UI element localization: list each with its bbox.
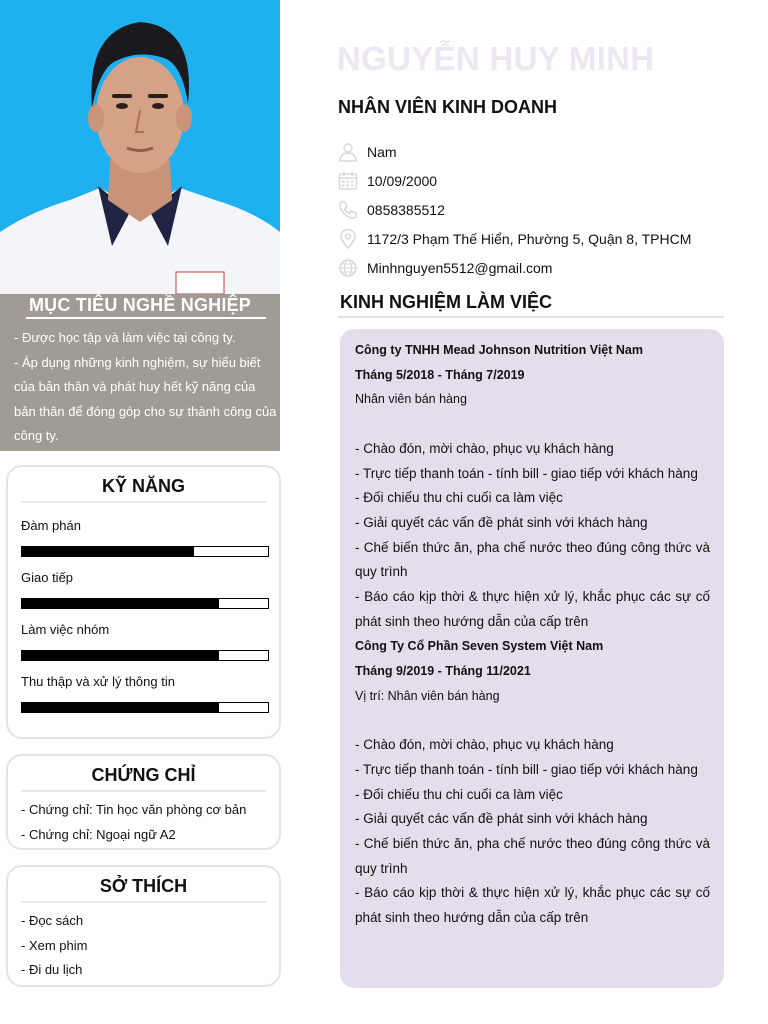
hobbies-title: SỞ THÍCH [99,876,188,896]
job-duty: - Giải quyết các vấn đề phát sinh với khách hàng [355,514,648,530]
profile-photo [0,0,280,294]
skill-label: Đàm phán [21,518,81,533]
skills-divider [21,501,266,503]
calendar-icon [338,171,358,191]
job-entry [355,338,710,634]
objective-divider [26,317,266,319]
job-duty: - Chào đón, mời chào, phục vụ khách hàng [355,737,614,753]
skill-bar [21,598,269,609]
job-duty: - Giải quyết các vấn đề phát sinh với khách hàng [355,811,648,827]
job-period: Tháng 9/2019 - Tháng 11/2021 [355,664,531,679]
hobbies-card [6,865,281,987]
job-title: NHÂN VIÊN KINH DOANH [338,97,558,117]
job-company: Công ty TNHH Mead Johnson Nutrition Việt Nam [355,343,643,357]
hobbies-list [8,903,279,983]
skills-title: KỸ NĂNG [101,476,185,496]
job-duty: - Báo cáo kịp thời & thực hiện xử lý, khắc phục các sự cố phát sinh theo hướng dẫn của cấp trên [355,589,710,629]
contact-email [338,258,552,278]
skill-bar-fill [22,599,219,608]
job-duty: - Trực tiếp thanh toán - tính bill - giao tiếp với khách hàng [355,761,698,777]
job-duty: - Chào đón, mời chào, phục vụ khách hàng [355,440,614,456]
contact-birthday [338,171,437,191]
job-company: Công Ty Cổ Phần Seven System Việt Nam [355,639,604,654]
gender-value: Nam [367,144,397,160]
job-duty: - Đối chiếu thu chi cuối ca làm việc [355,786,563,802]
skill-bar [21,650,269,661]
skill-label: Làm việc nhóm [21,622,110,637]
experience-title: KINH NGHIỆM LÀM VIỆC [340,292,553,312]
job-duty: - Chế biến thức ăn, pha chế nước theo đúng công thức và quy trình [355,539,710,580]
skill-bar [21,546,269,557]
objective-title: MỤC TIÊU NGHỀ NGHIỆP [28,295,251,315]
job-role: Vị trí: Nhân viên bán hàng [355,688,500,703]
candidate-name: NGUYỄN HUY MINH [337,40,655,77]
contact-phone [338,200,445,220]
objective-line: - Áp dụng những kinh nghiệm, sự hiểu biết của bản thân và phát huy hết kỹ năng của bản thân để đóng góp cho sự thành công của công ty. [14,354,277,443]
portrait-image [0,0,280,294]
job-duty: - Đối chiếu thu chi cuối ca làm việc [355,490,563,506]
skills-card [6,465,281,739]
job-role: Nhân viên bán hàng [355,392,467,407]
skill-bar-fill [22,651,219,660]
job-duty: - Trực tiếp thanh toán - tính bill - giao tiếp với khách hàng [355,465,698,481]
certificate-item: - Chứng chỉ: Ngoại ngữ A2 [21,826,176,842]
phone-value: 0858385512 [367,202,445,218]
job-duty: - Chế biến thức ăn, pha chế nước theo đúng công thức và quy trình [355,836,710,876]
hobby-item: - Đọc sách [21,913,84,928]
job-entry [355,634,710,930]
contact-address [338,229,691,249]
skill-bar-fill [22,547,194,556]
certificate-item: - Chứng chỉ: Tin học văn phòng cơ bản [21,802,247,817]
job-period: Tháng 5/2018 - Tháng 7/2019 [355,367,525,382]
location-pin-icon [338,229,358,249]
hobby-item: - Đi du lịch [21,962,83,977]
birthday-value: 10/09/2000 [367,173,438,189]
phone-icon [338,200,358,220]
contact-gender [338,142,397,162]
skill-label: Thu thập và xử lý thông tin [21,674,175,689]
email-value: Minhnguyen5512@gmail.com [367,260,553,276]
skill-bar-fill [22,703,219,712]
globe-icon [338,258,358,278]
address-value: 1172/3 Phạm Thế Hiển, Phường 5, Quận 8, TPHCM [367,231,692,247]
hobby-item: - Xem phim [21,937,88,953]
experience-section [340,329,724,988]
experience-divider [338,316,724,318]
skill-label: Giao tiếp [21,570,74,585]
certificates-title: CHỨNG CHỈ [91,765,196,785]
job-duty: - Báo cáo kịp thời & thực hiện xử lý, khắc phục các sự cố phát sinh theo hướng dẫn của cấp trên [355,885,710,926]
certificates-list [8,792,279,847]
certificates-card [6,754,281,850]
skill-bar [21,702,269,713]
person-icon [338,142,358,162]
objective-line: - Được học tập và làm việc tại công ty. [14,330,236,345]
career-objective-section [0,294,280,451]
